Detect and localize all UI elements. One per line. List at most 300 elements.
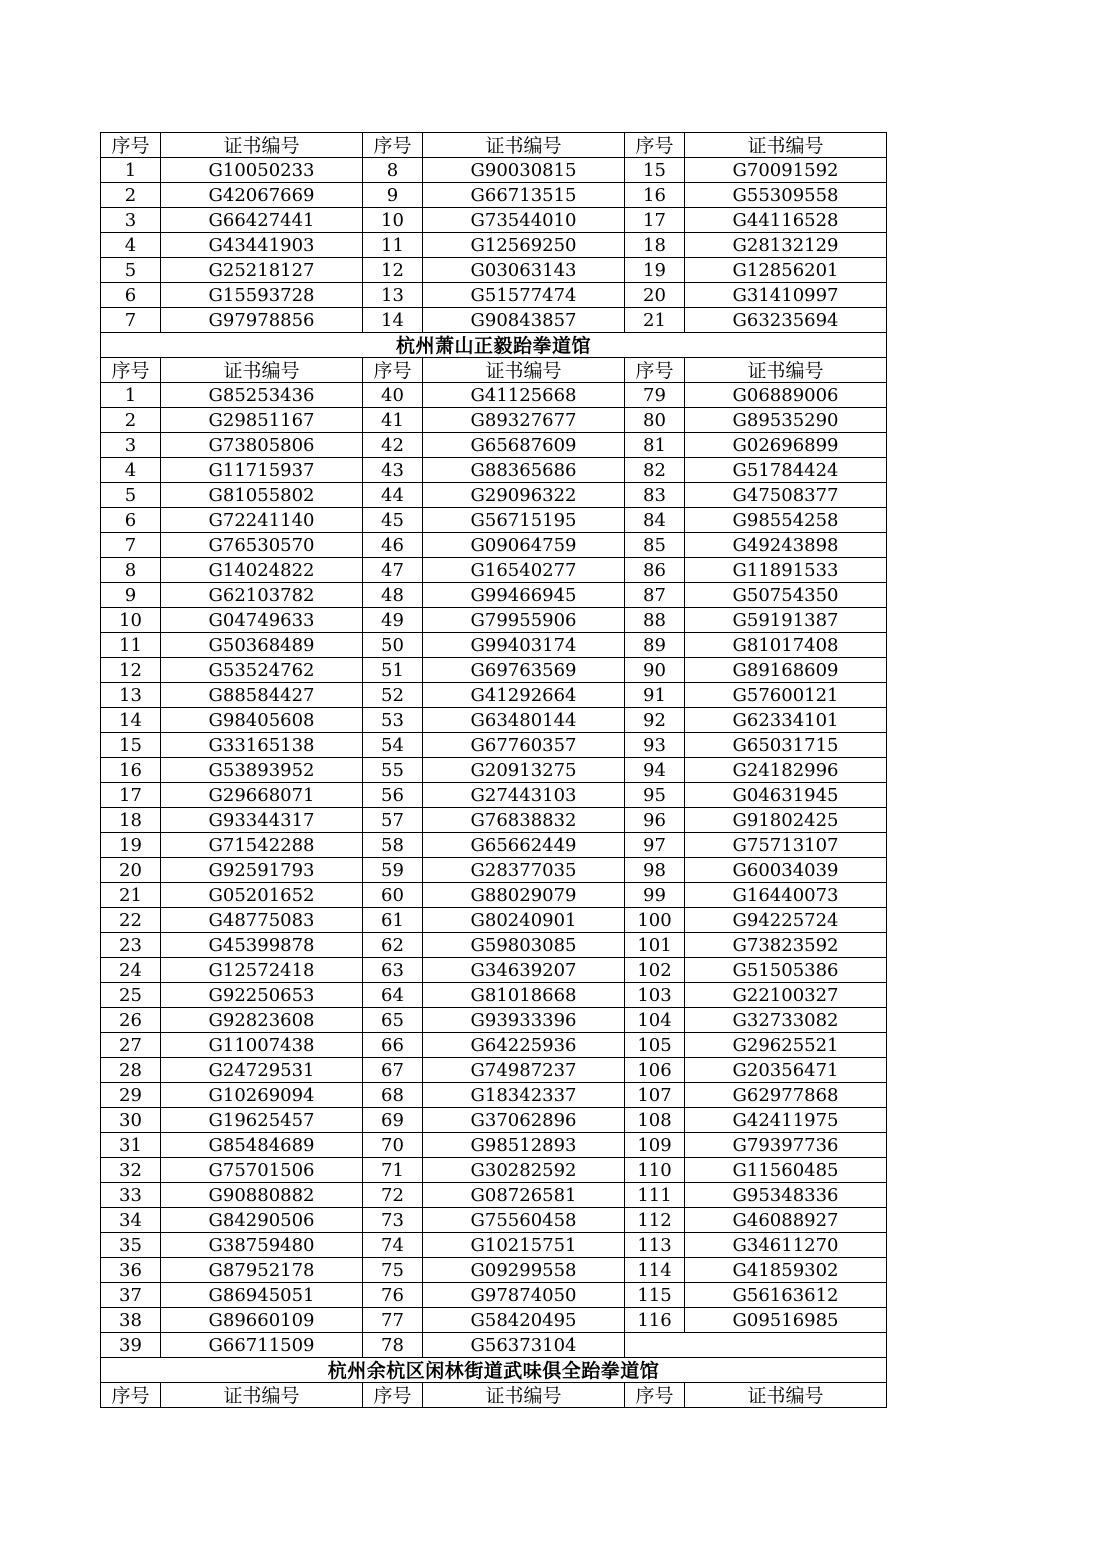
certificate-number-cell: G94225724 — [685, 908, 887, 933]
serial-cell: 5 — [101, 483, 161, 508]
serial-cell: 25 — [101, 983, 161, 1008]
serial-cell: 58 — [363, 833, 423, 858]
table-row — [101, 183, 887, 208]
certificate-number-cell: G87952178 — [161, 1258, 363, 1283]
certificate-number-cell: G09299558 — [423, 1258, 625, 1283]
serial-cell: 7 — [101, 533, 161, 558]
serial-cell: 53 — [363, 708, 423, 733]
serial-cell: 101 — [625, 933, 685, 958]
table-row — [101, 1208, 887, 1233]
serial-cell: 63 — [363, 958, 423, 983]
serial-cell: 81 — [625, 433, 685, 458]
table-row — [101, 1158, 887, 1183]
serial-cell: 43 — [363, 458, 423, 483]
certificate-number-cell: G33165138 — [161, 733, 363, 758]
certificate-number-cell: G11560485 — [685, 1158, 887, 1183]
certificate-number-cell: G53893952 — [161, 758, 363, 783]
serial-cell: 95 — [625, 783, 685, 808]
certificate-number-cell: G81055802 — [161, 483, 363, 508]
table-row — [101, 683, 887, 708]
certificate-table — [100, 132, 887, 1408]
certificate-number-cell: G88029079 — [423, 883, 625, 908]
certificate-number-cell: G55309558 — [685, 183, 887, 208]
certificate-number-cell: G88365686 — [423, 458, 625, 483]
certificate-number-cell: G62334101 — [685, 708, 887, 733]
certificate-table-body — [101, 133, 887, 1408]
serial-cell: 20 — [625, 283, 685, 308]
certificate-number-cell: G59191387 — [685, 608, 887, 633]
table-row — [101, 483, 887, 508]
serial-cell: 99 — [625, 883, 685, 908]
header-serial: 序号 — [625, 133, 685, 158]
certificate-number-cell: G22100327 — [685, 983, 887, 1008]
certificate-number-cell: G29096322 — [423, 483, 625, 508]
serial-cell: 13 — [101, 683, 161, 708]
serial-cell: 11 — [101, 633, 161, 658]
serial-cell: 100 — [625, 908, 685, 933]
serial-cell: 30 — [101, 1108, 161, 1133]
serial-cell: 34 — [101, 1208, 161, 1233]
serial-cell: 16 — [101, 758, 161, 783]
certificate-number-cell: G97978856 — [161, 308, 363, 333]
certificate-number-cell: G98405608 — [161, 708, 363, 733]
certificate-number-cell: G66711509 — [161, 1333, 363, 1358]
table-row — [101, 1108, 887, 1133]
certificate-number-cell: G90843857 — [423, 308, 625, 333]
certificate-number-cell: G31410997 — [685, 283, 887, 308]
table-row — [101, 1308, 887, 1333]
serial-cell: 37 — [101, 1283, 161, 1308]
table-row — [101, 633, 887, 658]
serial-cell: 79 — [625, 383, 685, 408]
serial-cell: 29 — [101, 1083, 161, 1108]
serial-cell: 20 — [101, 858, 161, 883]
table-row — [101, 1258, 887, 1283]
serial-cell: 9 — [363, 183, 423, 208]
serial-cell: 6 — [101, 283, 161, 308]
certificate-number-cell: G89535290 — [685, 408, 887, 433]
certificate-number-cell: G18342337 — [423, 1083, 625, 1108]
serial-cell: 75 — [363, 1258, 423, 1283]
certificate-number-cell: G51577474 — [423, 283, 625, 308]
certificate-number-cell: G58420495 — [423, 1308, 625, 1333]
serial-cell: 94 — [625, 758, 685, 783]
serial-cell: 15 — [625, 158, 685, 183]
certificate-number-cell: G14024822 — [161, 558, 363, 583]
certificate-number-cell: G69763569 — [423, 658, 625, 683]
table-row — [101, 258, 887, 283]
certificate-number-cell: G28132129 — [685, 233, 887, 258]
table-row — [101, 283, 887, 308]
certificate-number-cell: G56373104 — [423, 1333, 625, 1358]
header-certificate-number: 证书编号 — [423, 1383, 625, 1408]
serial-cell: 4 — [101, 233, 161, 258]
serial-cell: 17 — [101, 783, 161, 808]
serial-cell: 28 — [101, 1058, 161, 1083]
serial-cell: 22 — [101, 908, 161, 933]
serial-cell: 106 — [625, 1058, 685, 1083]
serial-cell: 116 — [625, 1308, 685, 1333]
certificate-number-cell: G29668071 — [161, 783, 363, 808]
serial-cell: 11 — [363, 233, 423, 258]
certificate-number-cell: G34639207 — [423, 958, 625, 983]
certificate-number-cell: G84290506 — [161, 1208, 363, 1233]
certificate-number-cell: G72241140 — [161, 508, 363, 533]
table-row — [101, 558, 887, 583]
certificate-number-cell: G51505386 — [685, 958, 887, 983]
serial-cell: 90 — [625, 658, 685, 683]
certificate-number-cell: G45399878 — [161, 933, 363, 958]
certificate-number-cell: G76838832 — [423, 808, 625, 833]
table-row — [101, 308, 887, 333]
certificate-number-cell: G50368489 — [161, 633, 363, 658]
header-certificate-number: 证书编号 — [423, 358, 625, 383]
table-row — [101, 783, 887, 808]
certificate-number-cell: G63235694 — [685, 308, 887, 333]
certificate-number-cell: G81018668 — [423, 983, 625, 1008]
table-row — [101, 583, 887, 608]
serial-cell: 105 — [625, 1033, 685, 1058]
table-row — [101, 658, 887, 683]
serial-cell: 21 — [625, 308, 685, 333]
serial-cell: 1 — [101, 383, 161, 408]
serial-cell: 2 — [101, 408, 161, 433]
table-row — [101, 508, 887, 533]
certificate-number-cell: G15593728 — [161, 283, 363, 308]
table-row — [101, 708, 887, 733]
certificate-number-cell: G27443103 — [423, 783, 625, 808]
certificate-number-cell: G71542288 — [161, 833, 363, 858]
table-row — [101, 883, 887, 908]
certificate-number-cell: G08726581 — [423, 1183, 625, 1208]
certificate-number-cell: G50754350 — [685, 583, 887, 608]
serial-cell: 110 — [625, 1158, 685, 1183]
table-row — [101, 383, 887, 408]
serial-cell: 54 — [363, 733, 423, 758]
certificate-number-cell: G85484689 — [161, 1133, 363, 1158]
certificate-number-cell: G73823592 — [685, 933, 887, 958]
serial-cell: 52 — [363, 683, 423, 708]
certificate-number-cell: G34611270 — [685, 1233, 887, 1258]
serial-cell: 69 — [363, 1108, 423, 1133]
serial-cell: 40 — [363, 383, 423, 408]
certificate-number-cell: G24182996 — [685, 758, 887, 783]
certificate-number-cell: G28377035 — [423, 858, 625, 883]
table-row — [101, 1183, 887, 1208]
serial-cell: 35 — [101, 1233, 161, 1258]
serial-cell: 18 — [625, 233, 685, 258]
certificate-number-cell: G12569250 — [423, 233, 625, 258]
table-row — [101, 1133, 887, 1158]
serial-cell: 5 — [101, 258, 161, 283]
serial-cell: 50 — [363, 633, 423, 658]
header-row — [101, 1383, 887, 1408]
serial-cell: 108 — [625, 1108, 685, 1133]
certificate-number-cell: G99403174 — [423, 633, 625, 658]
certificate-number-cell: G65031715 — [685, 733, 887, 758]
certificate-number-cell: G70091592 — [685, 158, 887, 183]
header-certificate-number: 证书编号 — [161, 1383, 363, 1408]
certificate-number-cell: G92250653 — [161, 983, 363, 1008]
certificate-number-cell: G43441903 — [161, 233, 363, 258]
certificate-number-cell: G79397736 — [685, 1133, 887, 1158]
serial-cell: 12 — [101, 658, 161, 683]
serial-cell: 47 — [363, 558, 423, 583]
certificate-number-cell: G66427441 — [161, 208, 363, 233]
table-row — [101, 958, 887, 983]
serial-cell: 19 — [625, 258, 685, 283]
certificate-number-cell: G66713515 — [423, 183, 625, 208]
serial-cell: 96 — [625, 808, 685, 833]
serial-cell: 61 — [363, 908, 423, 933]
serial-cell: 15 — [101, 733, 161, 758]
serial-cell: 86 — [625, 558, 685, 583]
serial-cell: 27 — [101, 1033, 161, 1058]
certificate-number-cell: G93344317 — [161, 808, 363, 833]
table-row — [101, 233, 887, 258]
certificate-number-cell: G41859302 — [685, 1258, 887, 1283]
certificate-number-cell: G56715195 — [423, 508, 625, 533]
serial-cell: 10 — [101, 608, 161, 633]
serial-cell: 65 — [363, 1008, 423, 1033]
serial-cell: 56 — [363, 783, 423, 808]
certificate-number-cell: G04631945 — [685, 783, 887, 808]
serial-cell: 12 — [363, 258, 423, 283]
certificate-number-cell: G51784424 — [685, 458, 887, 483]
certificate-number-cell: G29625521 — [685, 1033, 887, 1058]
table-row — [101, 158, 887, 183]
certificate-number-cell: G11891533 — [685, 558, 887, 583]
section-title: 杭州余杭区闲林街道武味俱全跆拳道馆 — [101, 1358, 887, 1383]
serial-cell: 16 — [625, 183, 685, 208]
table-row — [101, 1283, 887, 1308]
serial-cell: 39 — [101, 1333, 161, 1358]
certificate-number-cell: G85253436 — [161, 383, 363, 408]
section-title: 杭州萧山正毅跆拳道馆 — [101, 333, 887, 358]
certificate-number-cell: G98554258 — [685, 508, 887, 533]
serial-cell: 64 — [363, 983, 423, 1008]
header-serial: 序号 — [101, 358, 161, 383]
certificate-number-cell: G75701506 — [161, 1158, 363, 1183]
table-row — [101, 933, 887, 958]
serial-cell — [625, 1333, 887, 1358]
certificate-number-cell: G63480144 — [423, 708, 625, 733]
certificate-number-cell: G20356471 — [685, 1058, 887, 1083]
certificate-number-cell: G76530570 — [161, 533, 363, 558]
header-certificate-number: 证书编号 — [161, 358, 363, 383]
certificate-number-cell: G89168609 — [685, 658, 887, 683]
certificate-number-cell: G90880882 — [161, 1183, 363, 1208]
certificate-number-cell: G16440073 — [685, 883, 887, 908]
certificate-number-cell: G60034039 — [685, 858, 887, 883]
serial-cell: 1 — [101, 158, 161, 183]
certificate-number-cell: G10050233 — [161, 158, 363, 183]
serial-cell: 84 — [625, 508, 685, 533]
serial-cell: 85 — [625, 533, 685, 558]
table-row — [101, 1233, 887, 1258]
serial-cell: 10 — [363, 208, 423, 233]
table-row — [101, 408, 887, 433]
serial-cell: 7 — [101, 308, 161, 333]
certificate-number-cell: G49243898 — [685, 533, 887, 558]
serial-cell: 41 — [363, 408, 423, 433]
serial-cell: 70 — [363, 1133, 423, 1158]
serial-cell: 91 — [625, 683, 685, 708]
certificate-number-cell: G74987237 — [423, 1058, 625, 1083]
header-serial: 序号 — [625, 1383, 685, 1408]
serial-cell: 102 — [625, 958, 685, 983]
certificate-number-cell: G64225936 — [423, 1033, 625, 1058]
serial-cell: 19 — [101, 833, 161, 858]
serial-cell: 107 — [625, 1083, 685, 1108]
table-row — [101, 858, 887, 883]
header-certificate-number: 证书编号 — [423, 133, 625, 158]
certificate-number-cell: G11715937 — [161, 458, 363, 483]
certificate-number-cell: G65662449 — [423, 833, 625, 858]
certificate-number-cell: G92823608 — [161, 1008, 363, 1033]
serial-cell: 87 — [625, 583, 685, 608]
serial-cell: 104 — [625, 1008, 685, 1033]
certificate-number-cell: G09064759 — [423, 533, 625, 558]
serial-cell: 92 — [625, 708, 685, 733]
certificate-number-cell: G11007438 — [161, 1033, 363, 1058]
serial-cell: 78 — [363, 1333, 423, 1358]
serial-cell: 14 — [363, 308, 423, 333]
serial-cell: 88 — [625, 608, 685, 633]
certificate-number-cell: G47508377 — [685, 483, 887, 508]
certificate-number-cell: G62977868 — [685, 1083, 887, 1108]
serial-cell: 67 — [363, 1058, 423, 1083]
header-row — [101, 133, 887, 158]
certificate-number-cell: G97874050 — [423, 1283, 625, 1308]
serial-cell: 51 — [363, 658, 423, 683]
certificate-number-cell: G10269094 — [161, 1083, 363, 1108]
certificate-number-cell: G10215751 — [423, 1233, 625, 1258]
section-title-row — [101, 1358, 887, 1383]
certificate-number-cell: G12572418 — [161, 958, 363, 983]
certificate-number-cell: G09516985 — [685, 1308, 887, 1333]
certificate-number-cell: G29851167 — [161, 408, 363, 433]
serial-cell: 24 — [101, 958, 161, 983]
table-row — [101, 733, 887, 758]
serial-cell: 73 — [363, 1208, 423, 1233]
serial-cell: 109 — [625, 1133, 685, 1158]
serial-cell: 74 — [363, 1233, 423, 1258]
certificate-number-cell: G73805806 — [161, 433, 363, 458]
certificate-number-cell: G42411975 — [685, 1108, 887, 1133]
certificate-number-cell: G81017408 — [685, 633, 887, 658]
serial-cell: 9 — [101, 583, 161, 608]
serial-cell: 42 — [363, 433, 423, 458]
serial-cell: 49 — [363, 608, 423, 633]
header-row — [101, 358, 887, 383]
serial-cell: 2 — [101, 183, 161, 208]
serial-cell: 21 — [101, 883, 161, 908]
serial-cell: 55 — [363, 758, 423, 783]
certificate-number-cell: G46088927 — [685, 1208, 887, 1233]
certificate-number-cell: G25218127 — [161, 258, 363, 283]
header-certificate-number: 证书编号 — [685, 358, 887, 383]
certificate-number-cell: G32733082 — [685, 1008, 887, 1033]
table-row — [101, 208, 887, 233]
certificate-number-cell: G79955906 — [423, 608, 625, 633]
serial-cell: 71 — [363, 1158, 423, 1183]
certificate-number-cell: G89327677 — [423, 408, 625, 433]
certificate-number-cell: G75713107 — [685, 833, 887, 858]
serial-cell: 76 — [363, 1283, 423, 1308]
certificate-number-cell: G90030815 — [423, 158, 625, 183]
certificate-number-cell: G92591793 — [161, 858, 363, 883]
table-row — [101, 458, 887, 483]
serial-cell: 33 — [101, 1183, 161, 1208]
certificate-number-cell: G44116528 — [685, 208, 887, 233]
serial-cell: 111 — [625, 1183, 685, 1208]
header-serial: 序号 — [363, 133, 423, 158]
serial-cell: 82 — [625, 458, 685, 483]
serial-cell: 83 — [625, 483, 685, 508]
serial-cell: 115 — [625, 1283, 685, 1308]
certificate-number-cell: G38759480 — [161, 1233, 363, 1258]
certificate-number-cell: G53524762 — [161, 658, 363, 683]
header-serial: 序号 — [363, 358, 423, 383]
certificate-number-cell: G89660109 — [161, 1308, 363, 1333]
serial-cell: 38 — [101, 1308, 161, 1333]
table-row — [101, 908, 887, 933]
serial-cell: 4 — [101, 458, 161, 483]
certificate-number-cell: G48775083 — [161, 908, 363, 933]
certificate-number-cell: G95348336 — [685, 1183, 887, 1208]
serial-cell: 77 — [363, 1308, 423, 1333]
serial-cell: 3 — [101, 433, 161, 458]
certificate-number-cell: G67760357 — [423, 733, 625, 758]
certificate-number-cell: G20913275 — [423, 758, 625, 783]
certificate-number-cell: G41125668 — [423, 383, 625, 408]
certificate-number-cell: G30282592 — [423, 1158, 625, 1183]
serial-cell: 80 — [625, 408, 685, 433]
serial-cell: 103 — [625, 983, 685, 1008]
certificate-number-cell: G62103782 — [161, 583, 363, 608]
table-row — [101, 1033, 887, 1058]
table-row — [101, 1008, 887, 1033]
header-serial: 序号 — [625, 358, 685, 383]
table-row — [101, 533, 887, 558]
table-row — [101, 1333, 887, 1358]
header-certificate-number: 证书编号 — [685, 133, 887, 158]
serial-cell: 36 — [101, 1258, 161, 1283]
serial-cell: 45 — [363, 508, 423, 533]
serial-cell: 6 — [101, 508, 161, 533]
certificate-number-cell: G03063143 — [423, 258, 625, 283]
serial-cell: 57 — [363, 808, 423, 833]
serial-cell: 8 — [363, 158, 423, 183]
certificate-number-cell: G24729531 — [161, 1058, 363, 1083]
serial-cell: 66 — [363, 1033, 423, 1058]
serial-cell: 32 — [101, 1158, 161, 1183]
section-title-row — [101, 333, 887, 358]
serial-cell: 89 — [625, 633, 685, 658]
serial-cell: 18 — [101, 808, 161, 833]
certificate-number-cell: G02696899 — [685, 433, 887, 458]
serial-cell: 114 — [625, 1258, 685, 1283]
certificate-number-cell: G99466945 — [423, 583, 625, 608]
serial-cell: 113 — [625, 1233, 685, 1258]
serial-cell: 48 — [363, 583, 423, 608]
header-certificate-number: 证书编号 — [685, 1383, 887, 1408]
certificate-number-cell: G88584427 — [161, 683, 363, 708]
table-row — [101, 608, 887, 633]
serial-cell: 93 — [625, 733, 685, 758]
serial-cell: 46 — [363, 533, 423, 558]
